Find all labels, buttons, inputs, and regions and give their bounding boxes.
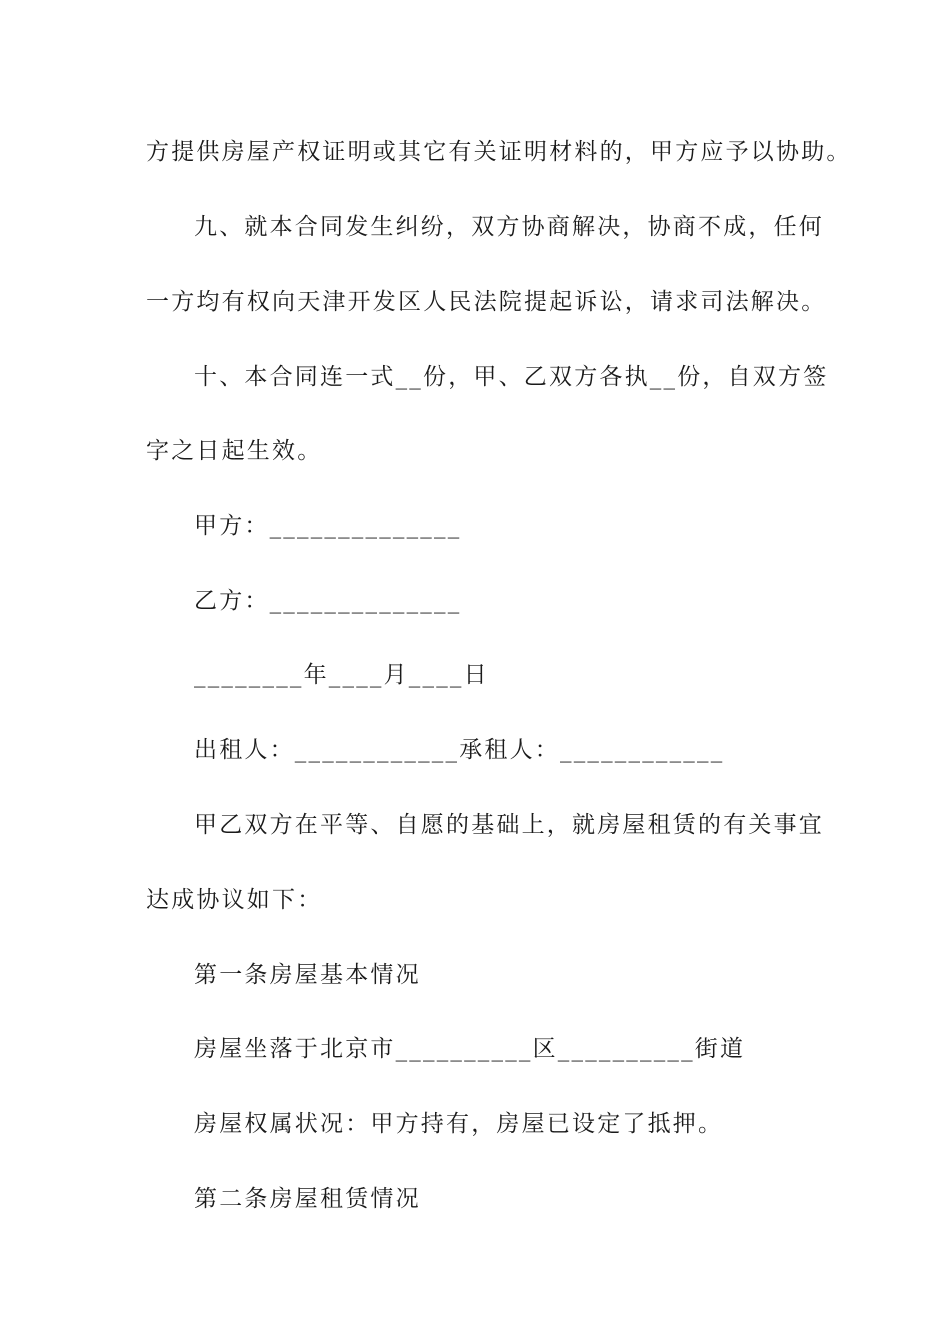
paragraph-line: 十、本合同连一式__份，甲、乙双方各执__份，自双方签	[194, 364, 829, 390]
paragraph-line: 九、就本合同发生纠纷，双方协商解决，协商不成，任何	[194, 214, 824, 240]
section-heading: 第二条房屋租赁情况	[194, 1186, 421, 1212]
party-a-signature-line: 甲方：______________	[194, 513, 462, 539]
party-b-signature-line: 乙方：______________	[194, 588, 462, 614]
lessor-lessee-line: 出租人：____________承租人：____________	[194, 737, 725, 763]
paragraph-line: 方提供房屋产权证明或其它有关证明材料的，甲方应予以协助。	[146, 139, 852, 165]
date-line: ________年____月____日	[194, 662, 489, 688]
paragraph-line: 字之日起生效。	[146, 438, 323, 464]
paragraph-line: 房屋权属状况：甲方持有，房屋已设定了抵押。	[194, 1111, 724, 1137]
paragraph-line: 达成协议如下：	[146, 887, 323, 913]
paragraph-line: 甲乙双方在平等、自愿的基础上，就房屋租赁的有关事宜	[194, 812, 824, 838]
paragraph-line: 房屋坐落于北京市__________区__________街道	[194, 1036, 746, 1062]
section-heading: 第一条房屋基本情况	[194, 962, 421, 988]
paragraph-line: 一方均有权向天津开发区人民法院提起诉讼，请求司法解决。	[146, 289, 827, 315]
